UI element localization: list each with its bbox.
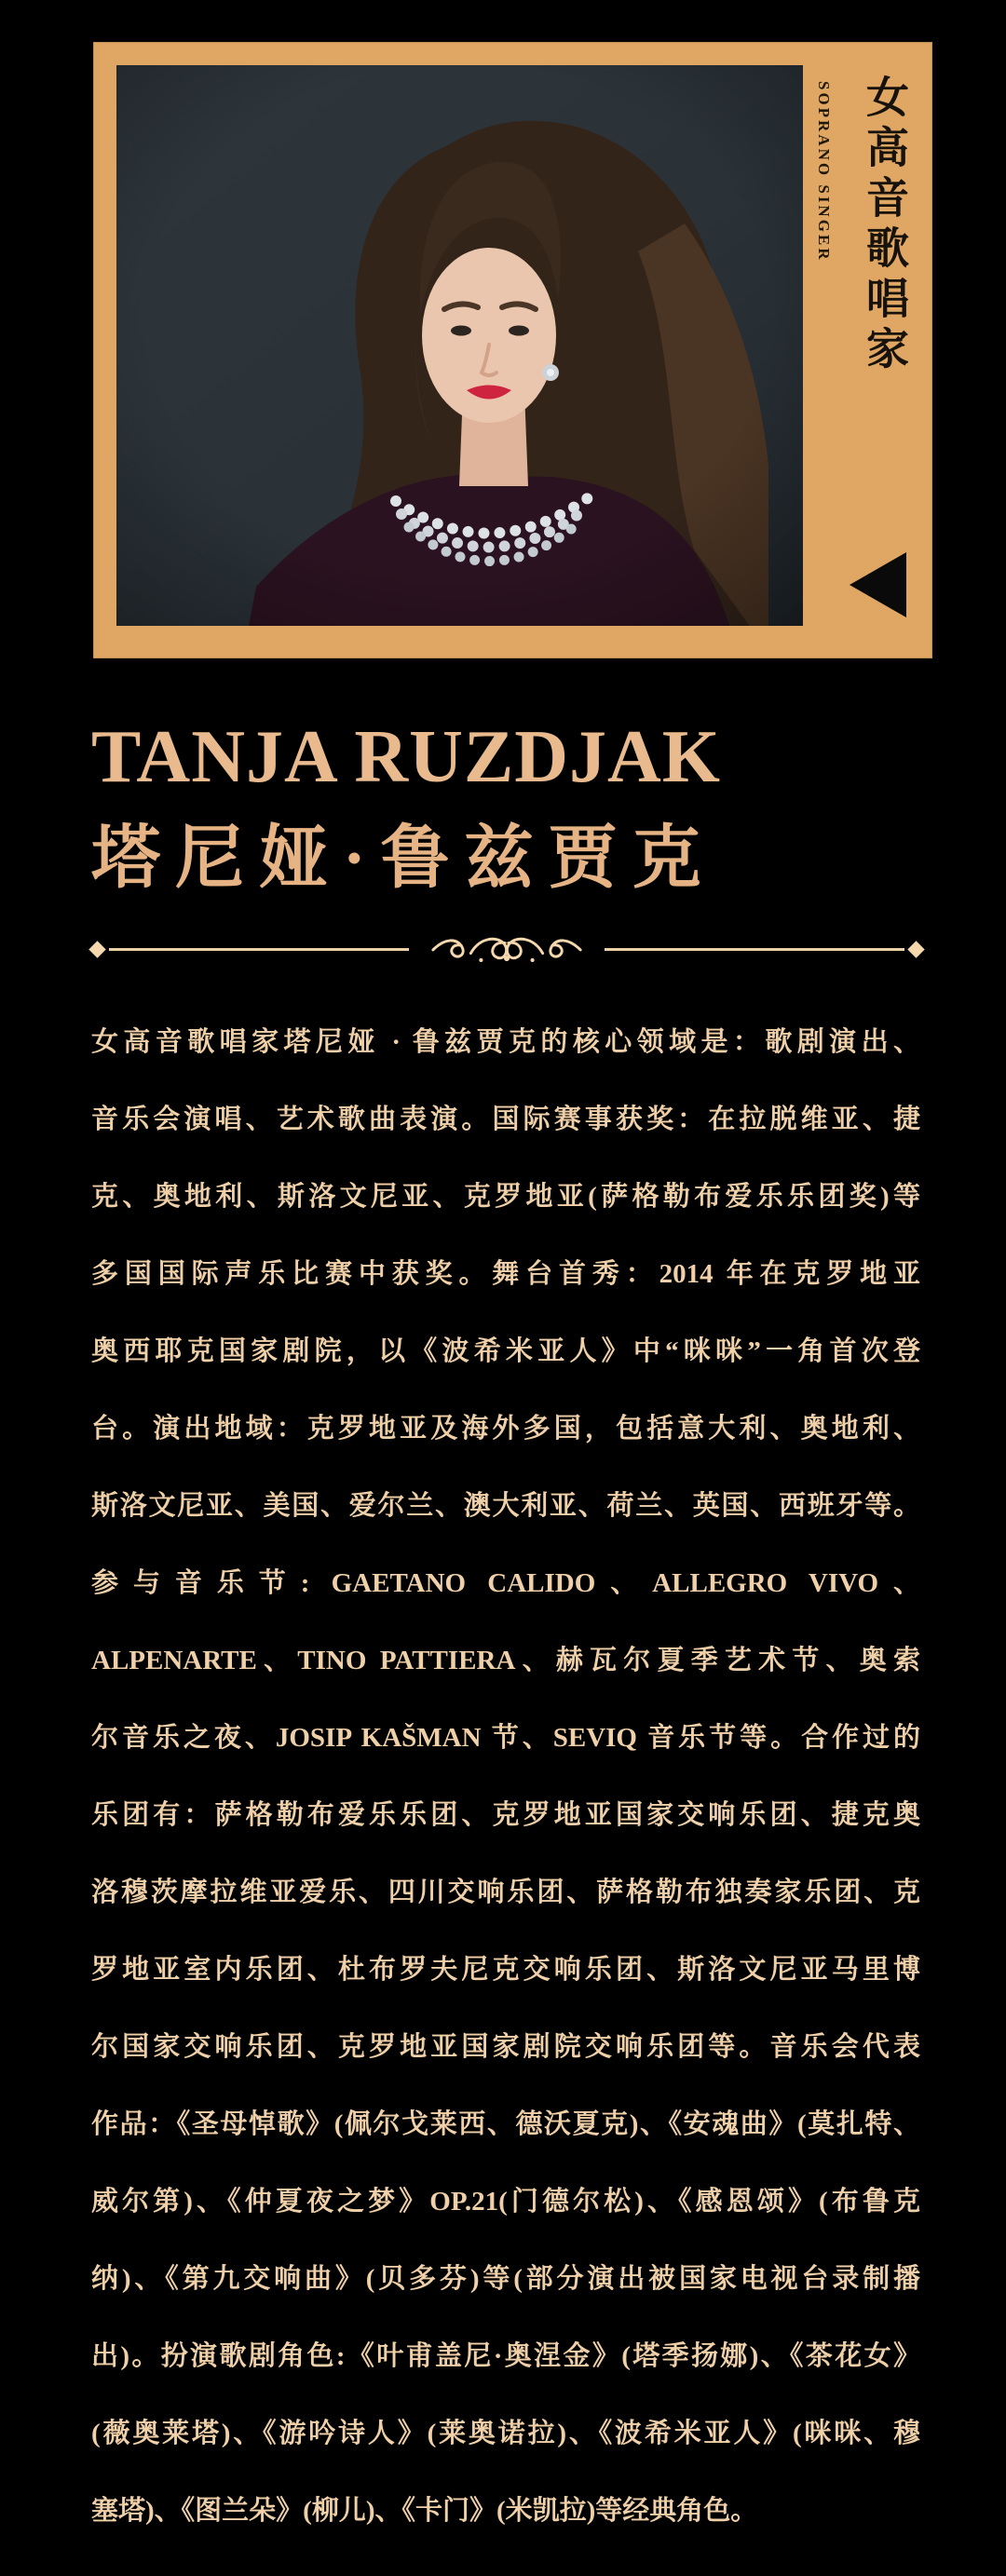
bio-line: 尔音乐之夜、JOSIP KAŠMAN 节、SEVIQ 音乐节等。合作过的 — [91, 1723, 920, 1753]
bio-line: 音乐会演唱、艺术歌曲表演。国际赛事获奖：在拉脱维亚、捷 — [91, 1105, 920, 1134]
bio-line: 参与音乐节: GAETANO CALIDO、ALLEGRO VIVO、 — [91, 1568, 920, 1598]
bio-line: 克、奥地利、斯洛文尼亚、克罗地亚(萨格勒布爱乐乐团奖)等 — [91, 1182, 920, 1212]
bio-line: 乐团有：萨格勒布爱乐乐团、克罗地亚国家交响乐团、捷克奥 — [91, 1800, 920, 1830]
bio-line: (薇奥莱塔)、《游吟诗人》(莱奥诺拉)、《波希米亚人》(咪咪、穆 — [91, 2419, 920, 2448]
vertical-badge-cn: 女高音歌唱家 — [861, 75, 908, 376]
bio-line: 塞塔)、《图兰朵》(柳儿)、《卡门》(米凯拉)等经典角色。 — [91, 2496, 758, 2526]
bio-line: 斯洛文尼亚、美国、爱尔兰、澳大利亚、荷兰、英国、西班牙等。 — [91, 1491, 920, 1521]
left-triangle-icon — [850, 552, 906, 617]
bio-line: 多国国际声乐比赛中获奖。舞台首秀：2014 年在克罗地亚 — [91, 1259, 920, 1289]
divider-rule — [109, 948, 409, 951]
diamond-icon — [907, 941, 924, 957]
artist-name-cn: 塔尼娅·鲁兹贾克 — [91, 820, 716, 897]
bio-line: 罗地亚室内乐团、杜布罗夫尼克交响乐团、斯洛文尼亚马里博 — [91, 1955, 920, 1985]
bio-line: 台。演出地域：克罗地亚及海外多国，包括意大利、奥地利、 — [91, 1414, 920, 1444]
bio-line: 尔国家交响乐团、克罗地亚国家剧院交响乐团等。音乐会代表 — [91, 2032, 920, 2062]
photo-frame — [93, 42, 932, 658]
bio-line: 出)。扮演歌剧角色:《叶甫盖尼·奥涅金》(塔季扬娜)、《茶花女》 — [91, 2341, 920, 2371]
bio-line: 纳)、《第九交响曲》(贝多芬)等(部分演出被国家电视台录制播 — [91, 2264, 920, 2294]
divider — [91, 928, 922, 970]
portrait-photo — [116, 65, 803, 626]
flourish-icon — [428, 928, 586, 970]
bio-line: 洛穆茨摩拉维亚爱乐、四川交响乐团、萨格勒布独奏家乐团、克 — [91, 1878, 920, 1907]
bio-line: 作品：《圣母悼歌》(佩尔戈莱西、德沃夏克)、《安魂曲》(莫扎特、 — [91, 2109, 920, 2139]
divider-rule — [605, 948, 904, 951]
artist-name-latin: TANJA RUZDJAK — [91, 716, 722, 798]
bio-line: 女高音歌唱家塔尼娅 · 鲁兹贾克的核心领域是：歌剧演出、 — [91, 1027, 920, 1057]
diamond-icon — [88, 941, 105, 957]
bio-line: 奥西耶克国家剧院，以《波希米亚人》中“咪咪”一角首次登 — [91, 1336, 920, 1366]
bio-paragraph — [91, 1004, 920, 2550]
vertical-badge-en: SOPRANO SINGER — [815, 81, 833, 263]
portrait-illustration — [116, 65, 803, 626]
bio-line: ALPENARTE、TINO PATTIERA、赫瓦尔夏季艺术节、奥索 — [91, 1646, 920, 1675]
bio-line: 威尔第)、《仲夏夜之梦》OP.21(门德尔松)、《感恩颂》(布鲁克 — [91, 2187, 920, 2217]
